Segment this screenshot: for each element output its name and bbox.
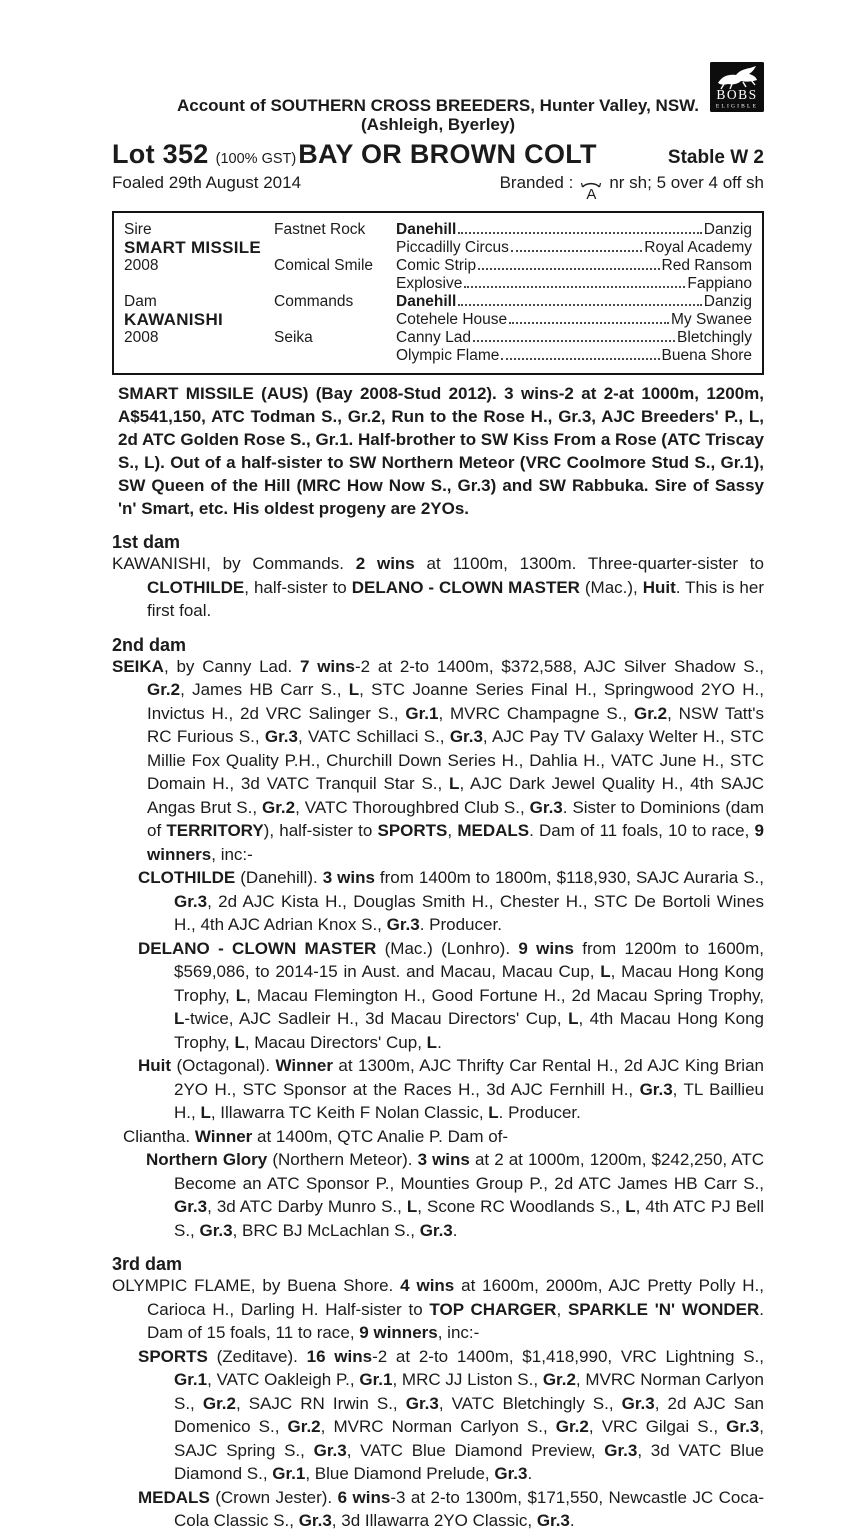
pedigree-row: Cotehele House My Swanee <box>396 311 752 328</box>
foaled-date: Foaled 29th August 2014 <box>112 173 302 192</box>
leader-dots <box>478 268 659 270</box>
lot-title-row <box>112 139 764 170</box>
brand-letter: A <box>586 186 597 203</box>
leader-dots <box>458 232 701 234</box>
paragraph-huit: Huit (Octagonal). Winner at 1300m, AJC Thrifty Car Rental H., 2d AJC King Brian 2YO H., STC Sponsor at the Races H., 3d AJC Fernhill H., Gr.3, TL Baillieu H., L, Illawarra TC Keith F Nolan Classic, L. Producer. <box>138 1056 764 1122</box>
leader-dots <box>501 358 659 360</box>
dam-name: KAWANISHI <box>124 310 224 329</box>
pedigree-row: Danehill Danzig <box>396 221 752 238</box>
branded-description: nr sh; 5 over 4 off sh <box>609 173 764 192</box>
sire-label: Sire <box>124 221 152 238</box>
pedigree-table <box>112 211 764 375</box>
paragraph-sports: SPORTS (Zeditave). 16 wins-2 at 2-to 1400m, $1,418,990, VRC Lightning S., Gr.1, VATC Oakleigh P., Gr.1, MRC JJ Liston S., Gr.2, MVRC Norman Carlyon S., Gr.2, SAJC RN Irwin S., Gr.3, VATC Bletchingly S., Gr.3, 2d AJC San Domenico S., Gr.2, MVRC Norman Carlyon S., Gr.2, VRC Gilgai S., Gr.3, SAJC Spring S., Gr.3, VATC Blue Diamond Preview, Gr.3, 3d VATC Blue Diamond S., Gr.1, Blue Diamond Prelude, Gr.3. <box>138 1346 765 1483</box>
pedigree-row: Canny Lad Bletchingly <box>396 329 752 346</box>
bobs-logo-subtitle: ELIGIBLE <box>715 103 759 110</box>
leader-dots <box>458 304 701 306</box>
pedigree-row: Comic Strip Red Ransom <box>396 257 752 274</box>
paragraph-kawanishi: KAWANISHI, by Commands. 2 wins at 1100m, 1300m. Three-quarter-sister to CLOTHILDE, half-sister to DELANO - CLOWN MASTER (Mac.), Huit. This is her first foal. <box>112 554 764 620</box>
bobs-eligible-logo <box>710 62 764 112</box>
section-heading-third-dam: 3rd dam <box>112 1254 183 1274</box>
paragraph-seika: SEIKA, by Canny Lad. 7 wins-2 at 2-to 1400m, $372,588, AJC Silver Shadow S., Gr.2, James HB Carr S., L, STC Joanne Series Final H., Springwood 2YO H., Invictus H., 2d VRC Salinger S., Gr.1, MVRC Champagne S., Gr.2, NSW Tatt's RC Furious S., Gr.3, VATC Schillaci S., Gr.3, AJC Pay TV Galaxy Welter H., STC Millie Fox Quality P.H., Churchill Down Series H., Dahlia H., VATC June H., STC Domain H., 3d VATC Tranquil Star S., L, AJC Dark Jewel Quality H., 4th SAJC Angas Brut S., Gr.2, VATC Thoroughbred Club S., Gr.3. Sister to Dominions (dam of TERRITORY), half-sister to SPORTS, MEDALS. Dam of 11 foals, 10 to race, 9 winners, inc:- <box>112 656 765 864</box>
bobs-logo-title: BOBS <box>716 87 758 102</box>
sire-name: SMART MISSILE <box>124 238 262 257</box>
sire-summary-paragraph: SMART MISSILE (AUS) (Bay 2008-Stud 2012). 3 wins-2 at 2-at 1000m, 1200m, A$541,150, ATC Todman S., Gr.2, Run to the Rose H., Gr.3, AJC Breeders' P., L, 2d ATC Golden Rose S., Gr.1. Half-brother to SW Kiss From a Rose (ATC Triscay S., L). Out of a half-sister to SW Northern Meteor (VRC Coolmore Stud S., Gr.1), SW Queen of the Hill (MRC How Now S., Gr.3) and SW Rabbuka. Sire of Sassy 'n' Smart, etc. His oldest progeny are 2YOs. <box>118 384 764 518</box>
sire-year: 2008 <box>124 257 159 274</box>
stable-number: Stable W 2 <box>667 147 764 168</box>
sire-dam: Comical Smile <box>274 257 374 274</box>
dam-sire: Commands <box>274 293 354 310</box>
pedigree-row: Piccadilly Circus Royal Academy <box>396 239 752 256</box>
pedigree-row: Danehill Danzig <box>396 293 752 310</box>
stud-farms-line: (Ashleigh, Byerley) <box>361 115 515 134</box>
dam-label: Dam <box>124 293 157 310</box>
pedigree-row: Explosive Fappiano <box>396 275 752 292</box>
paragraph-olympic-flame: OLYMPIC FLAME, by Buena Shore. 4 wins at 1600m, 2000m, AJC Pretty Polly H., Carioca H., Darling H. Half-sister to TOP CHARGER, SPARKLE 'N' WONDER. Dam of 15 foals, 11 to race, 9 winners, inc:- <box>112 1276 765 1342</box>
vendor-account-line: Account of SOUTHERN CROSS BREEDERS, Hunter Valley, NSW. <box>176 96 700 115</box>
pedigree-row: Olympic Flame Buena Shore <box>396 347 752 364</box>
gst-note: (100% GST) <box>215 151 297 167</box>
bobs-horse-icon <box>710 62 764 112</box>
page-title: BAY OR BROWN COLT <box>298 139 597 169</box>
brand-symbol <box>581 181 601 202</box>
branded-label: Branded : <box>499 173 574 192</box>
branded-info <box>500 173 764 202</box>
leader-dots <box>473 340 675 342</box>
catalogue-page <box>112 0 764 1533</box>
section-heading-second-dam: 2nd dam <box>112 634 187 655</box>
paragraph-clothilde: CLOTHILDE (Danehill). 3 wins from 1400m to 1800m, $118,930, SAJC Auraria S., Gr.3, 2d AJC Kista H., Douglas Smith H., Chester H., STC De Bortoli Wines H., 4th AJC Adrian Knox S., Gr.3. Producer. <box>138 868 765 934</box>
leader-dots <box>511 250 642 252</box>
foaled-branded-row <box>112 173 764 202</box>
sire-sire: Fastnet Rock <box>274 221 366 238</box>
paragraph-northern-glory: Northern Glory (Northern Meteor). 3 wins at 2 at 1000m, 1200m, $242,250, ATC Become an ATC Sponsor P., Mounties Group P., 2d ATC James HB Carr S., Gr.3, 3d ATC Darby Munro S., L, Scone RC Woodlands S., L, 4th ATC PJ Bell S., Gr.3, BRC BJ McLachlan S., Gr.3. <box>146 1150 765 1240</box>
paragraph-cliantha: Cliantha. Winner at 1400m, QTC Analie P. Dam of- <box>123 1126 509 1146</box>
section-heading-first-dam: 1st dam <box>112 532 181 552</box>
paragraph-medals: MEDALS (Crown Jester). 6 wins-3 at 2-to 1300m, $171,550, Newcastle JC Coca-Cola Classic S., Gr.3, 3d Illawarra 2YO Classic, Gr.3. <box>138 1487 764 1530</box>
lot-number: Lot 352 <box>112 139 209 169</box>
dam-year: 2008 <box>124 329 159 346</box>
leader-dots <box>509 322 669 324</box>
leader-dots <box>464 286 685 288</box>
dam-dam: Seika <box>274 329 313 346</box>
paragraph-delano: DELANO - CLOWN MASTER (Mac.) (Lonhro). 9 wins from 1200m to 1600m, $569,086, to 2014-15 in Aust. and Macau, Macau Cup, L, Macau Hong Kong Trophy, L, Macau Flemington H., Good Fortune H., 2d Macau Spring Trophy, L-twice, AJC Sadleir H., 3d Macau Directors' Cup, L, 4th Macau Hong Kong Trophy, L, Macau Directors' Cup, L. <box>138 938 764 1052</box>
